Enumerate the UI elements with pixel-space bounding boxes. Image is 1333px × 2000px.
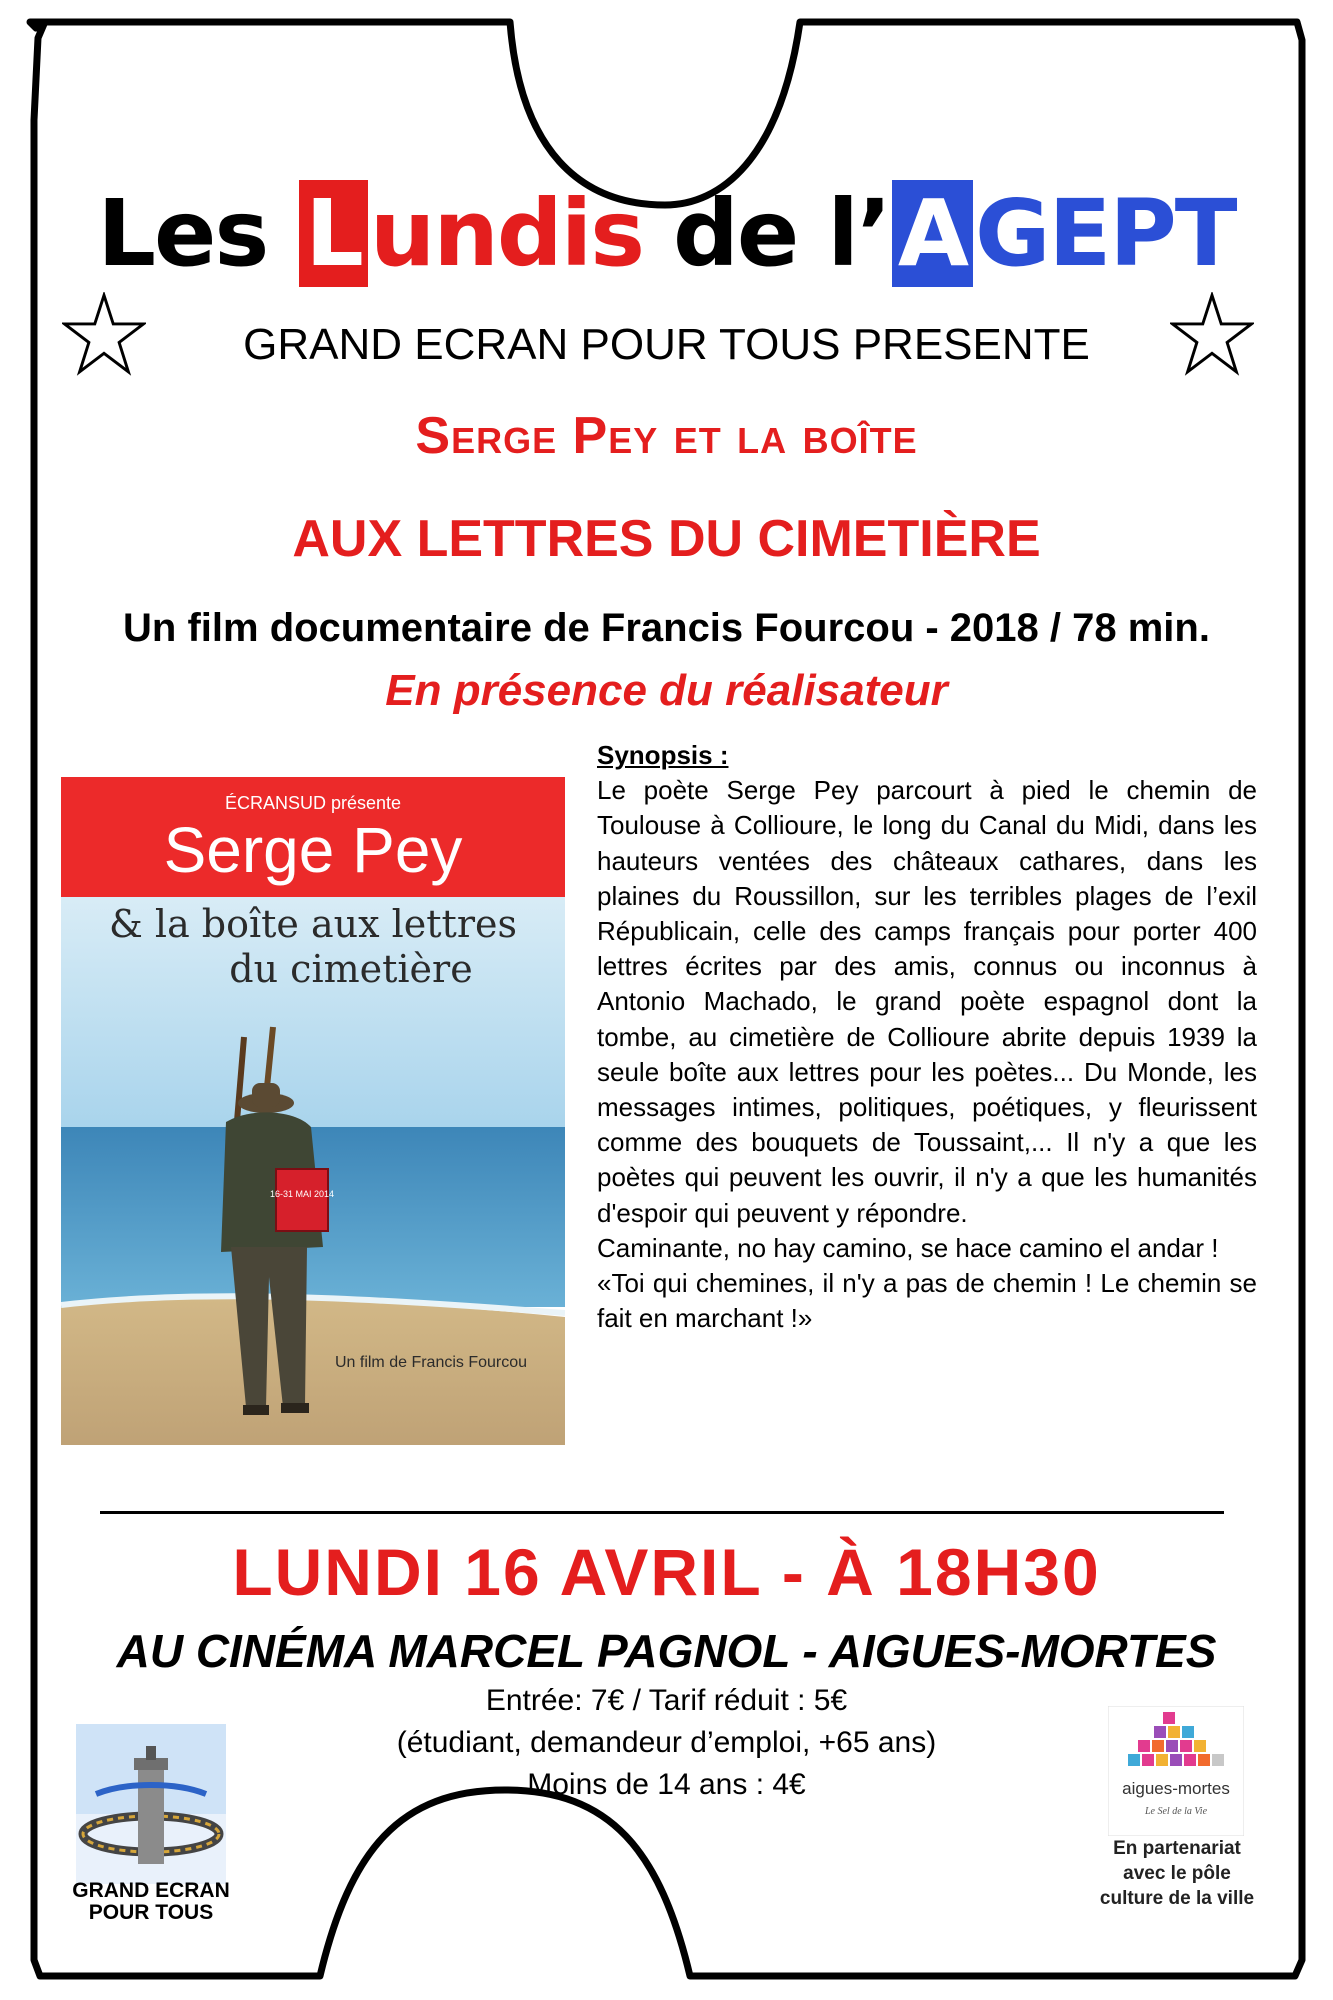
film-title-line2: AUX LETTRES DU CIMETIÈRE (292, 510, 1041, 568)
film-subtitle: Un film documentaire de Francis Fourcou - 2018 / 78 min. (123, 606, 1210, 650)
title-l-box: L (299, 180, 368, 287)
title-a-box: A (892, 180, 973, 287)
aigues-mortes-name: aigues-mortes (1122, 1779, 1230, 1798)
poster-line2: du cimetière (229, 947, 473, 991)
synopsis-quote-es: Caminante, no hay camino, se hace camino el andar ! (597, 1232, 1219, 1263)
poster-credit: Un film de Francis Fourcou (334, 1354, 528, 1371)
aigues-mortes-logo (1108, 1706, 1244, 1836)
divider (100, 1511, 1224, 1514)
partner-text: En partenariat avec le pôle culture de la ville (1099, 1838, 1255, 1909)
grand-ecran-label-1: GRAND ECRAN (72, 1879, 230, 1902)
title-de: de l’ (643, 180, 890, 287)
poster-image (61, 777, 565, 1445)
event-venue: AU CINÉMA MARCEL PAGNOL - AIGUES-MORTES (116, 1625, 1217, 1677)
price-line-2: (étudiant, demandeur d’emploi, +65 ans) (396, 1726, 937, 1759)
poster-presenter: ÉCRANSUD présente (224, 793, 402, 813)
event-date: LUNDI 16 AVRIL - À 18H30 (232, 1535, 1101, 1609)
presenter-line: GRAND ECRAN POUR TOUS PRESENTE (243, 320, 1090, 369)
title-gept: GEPT (975, 180, 1236, 287)
film-poster (61, 777, 565, 1445)
price-line-3: Moins de 14 ans : 4€ (527, 1768, 806, 1801)
poster-box-text: 16-31 MAI 2014 (269, 1189, 335, 1199)
title-les: Les (97, 180, 298, 287)
synopsis-body: Le poète Serge Pey parcourt à pied le chemin de Toulouse à Collioure, le long du Canal du Midi, dans les hauteurs ventées des châteaux cathares, dans les plaines du Roussillon, sur les terribles plages de l’exil Républicain, celle des camps français pour porter 400 lettres écrites par des amis, connus ou inconnus à Antonio Machado, le grand poète espagnol dont la tombe, au cimetière de Collioure abrite depuis 1939 la seule boîte aux lettres pour les poètes... Du Monde, les messages intimes, politiques, poétiques, y fleurissent comme des bouquets de Toussaint,... Il n'y a que les poètes qui peuvent les ouvrir, il n'y a que les humanités d'espoir qui peuvent y répondre. (597, 775, 1257, 1228)
price-line-1: Entrée: 7€ / Tarif réduit : 5€ (485, 1684, 848, 1717)
film-title-line1: Serge Pey et la boîte (415, 407, 918, 465)
synopsis-block (597, 738, 1257, 1336)
synopsis-quote-fr: «Toi qui chemines, il n'y a pas de chemin ! Le chemin se fait en marchant !» (597, 1268, 1257, 1334)
grand-ecran-label (56, 1880, 246, 1924)
aigues-mortes-tagline: Le Sel de la Vie (1144, 1806, 1208, 1817)
grand-ecran-label-2: POUR TOUS (88, 1901, 214, 1924)
poster-line1: & la boîte aux lettres (109, 902, 517, 946)
director-presence: En présence du réalisateur (385, 666, 948, 715)
synopsis-heading: Synopsis : (597, 740, 729, 770)
poster-name: Serge Pey (163, 814, 463, 886)
event-series-title (0, 180, 1333, 287)
grand-ecran-logo (76, 1724, 226, 1894)
title-undis: undis (369, 180, 644, 287)
